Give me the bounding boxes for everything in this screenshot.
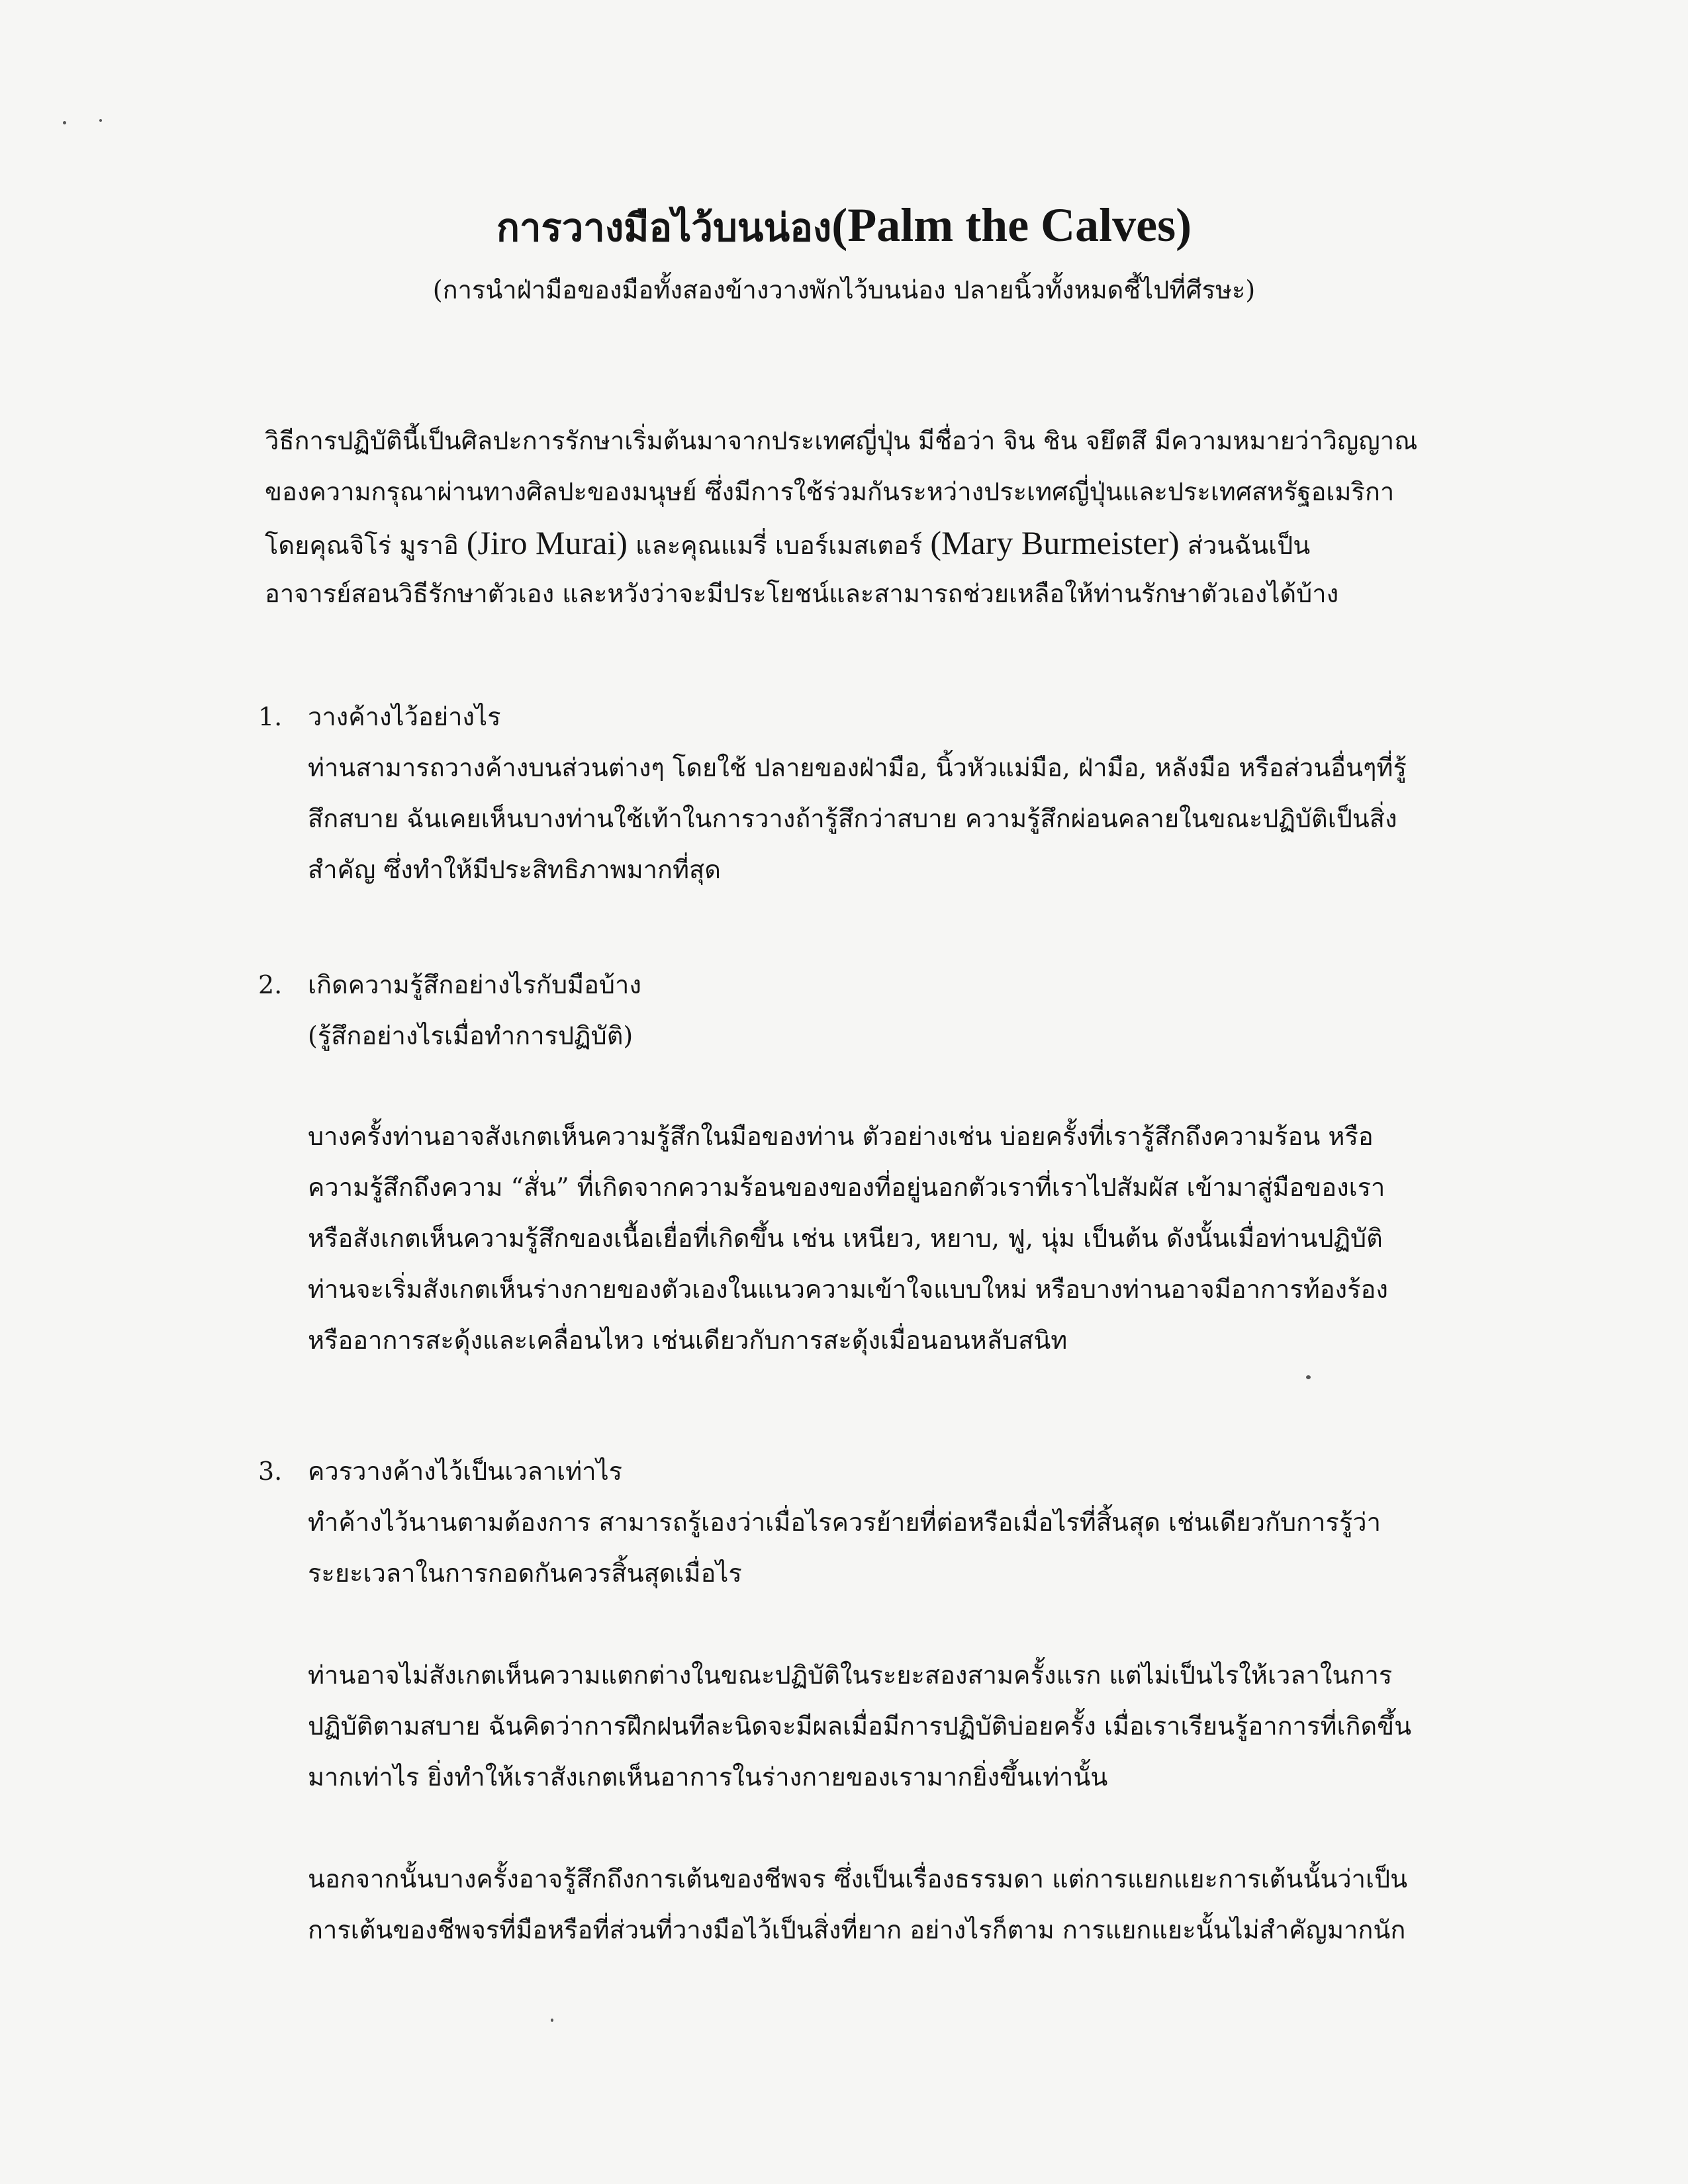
scan-speck — [63, 121, 66, 124]
spacer — [308, 1599, 1453, 1650]
body-line: ท่านสามารถวางค้างบนส่วนต่างๆ โดยใช้ ปลายของฝ่ามือ, นิ้วหัวแม่มือ, ฝ่ามือ, หลังมือ หรือส่วนอื่นๆที่รู้ — [308, 753, 1407, 782]
intro-line: วิธีการปฏิบัตินี้เป็นศิลปะการรักษาเริ่มต้นมาจากประเทศญี่ปุ่น มีชื่อว่า จิน ชิน จยึตสึ มีความหมายว่าวิญญาณ — [265, 426, 1418, 455]
section-subheading: (รู้สึกอย่างไรเมื่อทำการปฏิบัติ) — [308, 1021, 633, 1050]
scan-speck — [1306, 1375, 1311, 1379]
section-body — [308, 743, 1453, 895]
scan-speck — [551, 2019, 553, 2022]
body-line: ท่านจะเริ่มสังเกตเห็นร่างกายของตัวเองในแนวความเข้าใจแบบใหม่ หรือบางท่านอาจมีอาการท้องร้อง — [308, 1275, 1388, 1304]
section-number: 1. — [258, 702, 283, 731]
body-line: ปฏิบัติตามสบาย ฉันคิดว่าการฝึกฝนทีละนิดจะมีผลเมื่อมีการปฏิบัติบ่อยครั้ง เมื่อเราเรียนรู้อาการที่เกิดขึ้น — [308, 1711, 1412, 1741]
spacer — [308, 1803, 1453, 1854]
intro-text: ส่วนฉันเป็น — [1179, 531, 1311, 560]
scan-speck — [99, 119, 102, 122]
section-number: 3. — [258, 1457, 283, 1486]
body-line: นอกจากนั้นบางครั้งอาจรู้สึกถึงการเต้นของชีพจร ซึ่งเป็นเรื่องธรรมดา แต่การแยกแยะการเต้นนั้นว่าเป็น — [308, 1864, 1408, 1893]
body-line: บางครั้งท่านอาจสังเกตเห็นความรู้สึกในมือของท่าน ตัวอย่างเช่น บ่อยครั้งที่เรารู้สึกถึงความร้อน หรือ — [308, 1122, 1374, 1151]
intro-text: โดยคุณจิโร่ มูราอิ — [265, 531, 467, 560]
name-jiro-murai: (Jiro Murai) — [466, 524, 628, 561]
body-line: สึกสบาย ฉันเคยเห็นบางท่านใช้เท้าในการวางถ้ารู้สึกว่าสบาย ความรู้สึกผ่อนคลายในขณะปฏิบัติเป็นสิ่ง — [308, 804, 1397, 833]
body-line: ทำค้างไว้นานตามต้องการ สามารถรู้เองว่าเมื่อไรควรย้ายที่ต่อหรือเมื่อไรที่สิ้นสุด เช่นเดียวกับการรู้ว่า — [308, 1508, 1381, 1537]
section-heading: เกิดความรู้สึกอย่างไรกับมือบ้าง — [308, 970, 641, 999]
intro-line: ของความกรุณาผ่านทางศิลปะของมนุษย์ ซึ่งมีการใช้ร่วมกันระหว่างประเทศญี่ปุ่นและประเทศสหรัฐอเมริกา — [265, 477, 1395, 506]
title-latin: (Palm the Calves) — [831, 199, 1192, 251]
page-title — [0, 199, 1688, 254]
section-heading: ควรวางค้างไว้เป็นเวลาเท่าไร — [308, 1457, 623, 1486]
intro-line — [265, 518, 1430, 569]
intro-text: และคุณแมรี่ เบอร์เมสเตอร์ — [627, 531, 931, 560]
body-line: ท่านอาจไม่สังเกตเห็นความแตกต่างในขณะปฏิบัติในระยะสองสามครั้งแรก แต่ไม่เป็นไรให้เวลาในการ — [308, 1661, 1393, 1690]
intro-line: อาจารย์สอนวิธีรักษาตัวเอง และหวังว่าจะมีประโยชน์และสามารถช่วยเหลือให้ท่านรักษาตัวเองได้บ้าง — [265, 579, 1339, 608]
intro-paragraph — [265, 416, 1430, 619]
body-line: การเต้นของชีพจรที่มือหรือที่ส่วนที่วางมือไว้เป็นสิ่งที่ยาก อย่างไรก็ตาม การแยกแยะนั้นไม่สำคัญมากนัก — [308, 1915, 1406, 1944]
body-line: ความรู้สึกถึงความ “สั่น” ที่เกิดจากความร้อนของของที่อยู่นอกตัวเราที่เราไปสัมผัส เข้ามาสู่มือของเรา — [308, 1173, 1385, 1202]
section-body — [308, 1011, 1453, 1366]
name-mary-burmeister: (Mary Burmeister) — [930, 524, 1180, 561]
spacer — [308, 1062, 1453, 1113]
body-line: สำคัญ ซึ่งทำให้มีประสิทธิภาพมากที่สุด — [308, 855, 721, 884]
title-thai: การวางมือไว้บนน่อง — [496, 205, 832, 250]
section-number: 2. — [258, 970, 283, 999]
section-heading: วางค้างไว้อย่างไร — [308, 702, 501, 731]
page-subtitle: (การนำฝ่ามือของมือทั้งสองข้างวางพักไว้บนน่อง ปลายนิ้วทั้งหมดชี้ไปที่ศีรษะ) — [432, 275, 1256, 304]
body-line: หรือสังเกตเห็นความรู้สึกของเนื้อเยื่อที่เกิดขึ้น เช่น เหนียว, หยาบ, ฟู, นุ่ม เป็นต้น ดังนั้นเมื่อท่านปฏิบัติ — [308, 1224, 1383, 1253]
body-line: ระยะเวลาในการกอดกันควรสิ้นสุดเมื่อไร — [308, 1559, 742, 1588]
body-line: หรืออาการสะดุ้งและเคลื่อนไหว เช่นเดียวกับการสะดุ้งเมื่อนอนหลับสนิท — [308, 1326, 1068, 1355]
body-line: มากเท่าไร ยิ่งทำให้เราสังเกตเห็นอาการในร่างกายของเรามากยิ่งขึ้นเท่านั้น — [308, 1762, 1108, 1792]
section-body — [308, 1497, 1453, 1956]
